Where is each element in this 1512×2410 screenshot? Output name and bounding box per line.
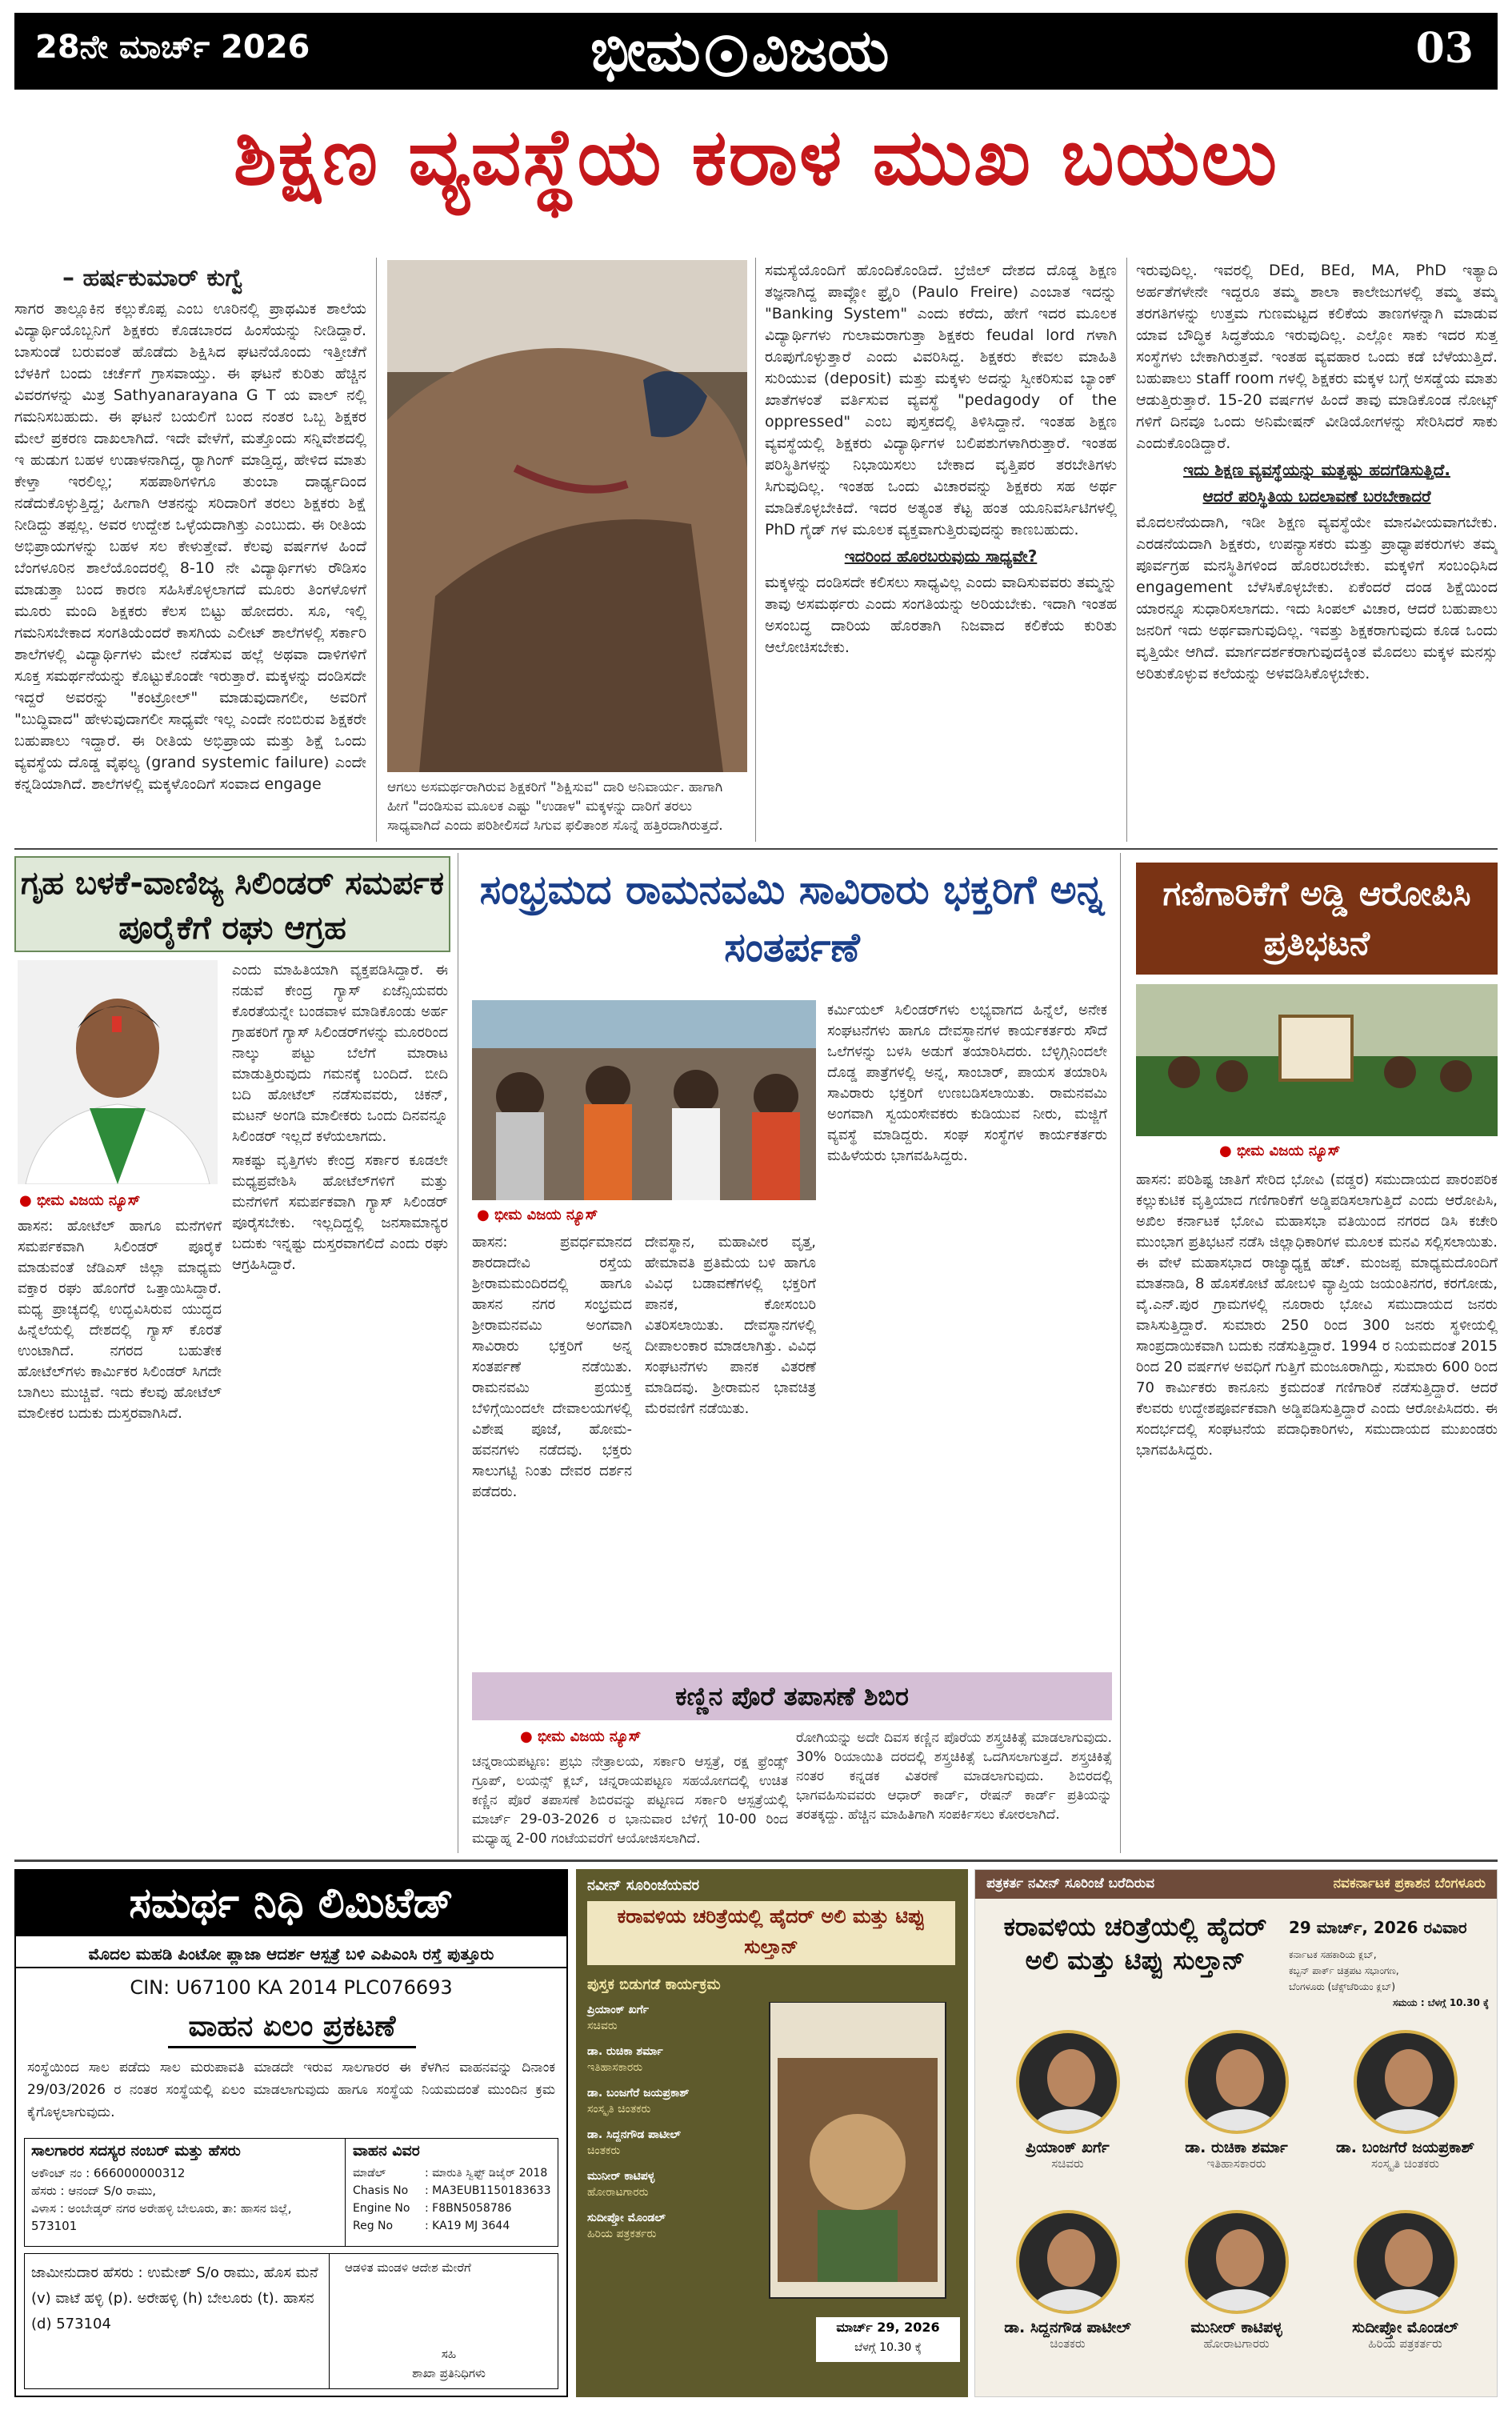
branch-reps: ಶಾಖಾ ಪ್ರತಿನಿಧಿಗಳು	[412, 2366, 486, 2380]
speaker-role: ಸಂಸ್ಕೃತಿ ಚಿಂತಕರು	[1371, 2156, 1439, 2171]
lead-column-3	[765, 260, 1117, 840]
book-event-ad	[974, 1869, 1498, 2397]
book-ad	[576, 1869, 968, 2397]
borrower-address: ವಿಳಾಸ : ಅಂಬೇಡ್ಕರ್ ನಗರ ಅರೇಹಳ್ಳಿ ಬೇಲೂರು, ತಾ: ಹಾಸನ ಜಿಲ್ಲೆ, 573101	[31, 2201, 292, 2233]
auction-ad	[14, 1869, 568, 2397]
page-number: 03	[1415, 24, 1474, 73]
book-date-box	[816, 2317, 960, 2362]
event-time: ಸಮಯ : ಬೆಳಗ್ಗೆ 10.30 ಕ್ಕೆ	[1393, 1997, 1489, 2008]
event-venue-2: ಕಬ್ಬನ್ ಪಾರ್ಕ್ ಚಿತ್ರಪಟ ಸಭಾಂಗಣ,	[1289, 1965, 1399, 1976]
book-speaker	[587, 2002, 755, 2034]
cylinder-body-2: ಹಾಸನ: ಹೋಟೆಲ್ ಹಾಗೂ ಮನೆಗಳಿಗೆ ಸಮರ್ಪಕವಾಗಿ ಸಿಲಿಂಡರ್ ಪೂರೈಕೆ ಮಾಡುವಂತೆ ಜೆಡಿಎಸ್ ಜಿಲ್ಲಾ ಮಾಧ್ಯಮ ವಕ್ತಾರ ರಘು ಹೊಂಗೆರೆ ಒತ್ತಾಯಿಸಿದ್ದಾರೆ. ಮಧ್ಯ ಪ್ರಾಚ್ಯದಲ್ಲಿ ಉದ್ಭವಿಸಿರುವ ಯುದ್ಧದ ಹಿನ್ನೆಲೆಯಲ್ಲಿ ದೇಶದಲ್ಲಿ ಗ್ಯಾಸ್ ಕೊರತೆ ಉಂಟಾಗಿದೆ. ನಗರದ ಬಹುತೇಕ ಹೋಟೆಲ್‌ಗಳು ಕಾರ್ಮಿಕರ ಸಿಲಿಂಡರ್ ಸಿಗದೇ ಬಾಗಿಲು ಮುಚ್ಚಿವೆ. ಇದು ಕೆಲವು ಹೋಟೆಲ್ ಮಾಲೀಕರ ಬದುಕು ದುಸ್ತರವಾಗಿಸಿದೆ.	[18, 1218, 222, 1422]
book-speaker-name: ಡಾ. ಸಿದ್ದನಗೌಡ ಪಾಟೀಲ್	[587, 2128, 681, 2141]
speaker-role: ಹಿರಿಯ ಪತ್ರಕರ್ತರು	[1368, 2336, 1442, 2351]
vehicle-rows	[353, 2164, 556, 2235]
speaker-role: ಇತಿಹಾಸಕಾರರು	[1206, 2156, 1266, 2171]
speaker-name: ಡಾ. ಸಿದ್ದನಗೌಡ ಪಾಟೀಲ್	[1004, 2319, 1131, 2336]
book-author: ನವೀನ್ ಸೂರಿಂಜೆಯವರ	[587, 1877, 700, 1894]
speaker-avatar	[1016, 2210, 1120, 2314]
cylinder-body-3: ಸಾಕಷ್ಟು ವೃತ್ತಿಗಳು ಕೇಂದ್ರ ಸರ್ಕಾರ ಕೂಡಲೇ ಮಧ್ಯಪ್ರವೇಶಿಸಿ ಹೋಟೆಲ್‌ಗಳಿಗೆ ಮತ್ತು ಮನೆಗಳಿಗೆ ಸಮರ್ಪಕವಾಗಿ ಗ್ಯಾಸ್ ಸಿಲಿಂಡರ್ ಪೂರೈಸಬೇಕು. ಇಲ್ಲದಿದ್ದಲ್ಲಿ ಜನಸಾಮಾನ್ಯರ ಬದುಕು ಇನ್ನಷ್ಟು ದುಸ್ತರವಾಗಲಿದೆ ಎಂದು ರಘು ಆಗ್ರಹಿಸಿದ್ದಾರೆ.	[232, 1152, 448, 1273]
auction-notice: ಸಂಸ್ಥೆಯಿಂದ ಸಾಲ ಪಡೆದು ಸಾಲ ಮರುಪಾವತಿ ಮಾಡದೇ ಇರುವ ಸಾಲಗಾರರ ಈ ಕೆಳಗಿನ ವಾಹನವನ್ನು ದಿನಾಂಕ 29/03/2026 ರ ನಂತರ ಸಂಸ್ಥೆಯಲ್ಲಿ ಏಲಂ ಮಾಡಲಾಗುವುದು ಹಾಗೂ ಸಂಸ್ಥೆಯ ನಿಯಮದಂತೆ ಮುಂದಿನ ಕ್ರಮ ಕೈಗೊಳ್ಳಲಾಗುವುದು.	[27, 2060, 555, 2120]
speaker-avatar	[1185, 2030, 1289, 2134]
vehicle-row	[353, 2217, 556, 2235]
book-speaker	[587, 2085, 755, 2117]
cylinder-tag: ● ಭೀಮ ವಿಜಯ ನ್ಯೂಸ್	[19, 1192, 219, 1209]
vehicle-value: : MA3EUB1150183633	[425, 2184, 551, 2197]
newspaper-logo	[590, 16, 890, 86]
auction-title: ವಾಹನ ಏಲಂ ಪ್ರಕಟಣೆ	[168, 2007, 416, 2048]
vehicle-key: Engine No	[353, 2202, 410, 2215]
book-speaker	[587, 2044, 755, 2076]
lead-col4b-text: ಮೊದಲನೆಯದಾಗಿ, ಇಡೀ ಶಿಕ್ಷಣ ವ್ಯವಸ್ಥೆಯೇ ಮಾನವೀಯವಾಗಬೇಕು. ಎರಡನೆಯದಾಗಿ ಶಿಕ್ಷಕರು, ಉಪನ್ಯಾಸಕರು ಮತ್ತು ಪ್ರಾಧ್ಯಾಪಕರುಗಳು ತಮ್ಮ ಪೂರ್ವಗ್ರಹ ಮನಸ್ಥಿತಿಗಳಿಂದ ಹೊರಬರಬೇಕು. ಮಕ್ಕಳಿಗೆ ಸಂಬಂಧಿಸಿದ engagement ಬೆಳೆಸಿಕೊಳ್ಳಬೇಕು. ಏಕೆಂದರೆ ದಂಡ ಶಿಕ್ಷೆಯಿಂದ ಯಾರನ್ನೂ ಸುಧಾರಿಸಲಾಗದು. ಇದು ಸಿಂಪಲ್ ವಿಚಾರ, ಆದರೆ ಬಹುಪಾಲು ಜನರಿಗೆ ಇದು ಅರ್ಥವಾಗುವುದಿಲ್ಲ. ಇವತ್ತು ಶಿಕ್ಷಕರಾಗುವುದು ಕೂಡ ಒಂದು ವೃತ್ತಿಯೇ ಆಗಿದೆ. ಮಾರ್ಗದರ್ಶಕರಾಗುವುದಕ್ಕಿಂತ ಮೊದಲು ಮಕ್ಕಳ ಮನಸ್ಸು ಅರಿತುಕೊಳ್ಳುವ ಕಲೆಯನ್ನು ಅಳವಡಿಸಿಕೊಳ್ಳಬೇಕು.	[1136, 514, 1498, 683]
issue-date: 28ನೇ ಮಾರ್ಚ್ 2026	[35, 29, 310, 66]
speaker-avatar	[1354, 2030, 1458, 2134]
speaker-card	[983, 2030, 1152, 2210]
ramanavami-headline: ಸಂಭ್ರಮದ ರಾಮನವಮಿ ಸಾವಿರಾರು ಭಕ್ತರಿಗೆ ಅನ್ನ ಸಂತರ್ಪಣೆ	[479, 867, 1105, 971]
lead-subhead-2: ಇದು ಶಿಕ್ಷಣ ವ್ಯವಸ್ಥೆಯನ್ನು ಮತ್ತಷ್ಟು ಹದಗೆಡಿಸುತ್ತಿದೆ.	[1183, 460, 1450, 479]
logo-left: ಭೀಮ	[590, 16, 701, 84]
vehicle-key: ಮಾಡೆಲ್	[353, 2167, 386, 2180]
speaker-card	[983, 2210, 1152, 2390]
speaker-name: ಡಾ. ಬಂಜಗೆರೆ ಜಯಪ್ರಕಾಶ್	[1335, 2139, 1475, 2156]
section-divider	[14, 848, 1498, 850]
speaker-card	[1321, 2030, 1490, 2210]
speaker-name: ಪ್ರಿಯಾಂಕ್ ಖರ್ಗೆ	[1026, 2139, 1110, 2156]
logo-right: ವಿಜಯ	[751, 16, 890, 84]
table-divider	[345, 2139, 346, 2246]
column-divider	[1120, 853, 1121, 1853]
section-divider	[14, 1860, 1498, 1862]
speaker-name: ಮುನೀರ್ ಕಾಟಿಪಳ್ಳ	[1190, 2319, 1282, 2336]
book-speaker-name: ಪ್ರಿಯಾಂಕ್ ಖರ್ಗೆ	[587, 2004, 650, 2016]
ramanavami-col-3	[827, 1000, 1107, 1664]
speaker-name: ಡಾ. ರುಚಿಕಾ ಶರ್ಮಾ	[1185, 2139, 1288, 2156]
speaker-avatar	[1354, 2210, 1458, 2314]
event-header-right: ನವಕರ್ನಾಟಕ ಪ್ರಕಾಶನ ಬೆಂಗಳೂರು	[1333, 1876, 1486, 1892]
speaker-role: ಸಚಿವರು	[1051, 2156, 1084, 2171]
cylinder-body-1: ಎಂದು ಮಾಹಿತಿಯಾಗಿ ವ್ಯಕ್ತಪಡಿಸಿದ್ದಾರೆ. ಈ ನಡುವೆ ಕೇಂದ್ರ ಗ್ಯಾಸ್ ಏಜೆನ್ಸಿಯವರು ಕೊರತೆಯನ್ನೇ ಬಂಡವಾಳ ಮಾಡಿಕೊಂಡು ಅರ್ಹ ಗ್ರಾಹಕರಿಗೆ ಗ್ಯಾಸ್ ಸಿಲಿಂಡರ್‌ಗಳನ್ನು ಮೂರರಿಂದ ನಾಲ್ಕು ಪಟ್ಟು ಬೆಲೆಗೆ ಮಾರಾಟ ಮಾಡುತ್ತಿರುವುದು ಗಮನಕ್ಕೆ ಬಂದಿದೆ. ಬೀದಿ ಬದಿ ಹೋಟೆಲ್ ನಡೆಸುವವರು, ಚಿಕನ್, ಮಟನ್ ಅಂಗಡಿ ಮಾಲೀಕರು ಒಂದು ದಿನವನ್ನೂ ಸಿಲಿಂಡರ್ ಇಲ್ಲದೆ ಕಳೆಯಲಾಗದು.	[232, 962, 448, 1145]
vehicle-row	[353, 2182, 556, 2200]
ramanavami-body-left: ಹಾಸನ: ಪ್ರವರ್ಧಮಾನದ ಶಾರದಾದೇವಿ ರಸ್ತೆಯ ಶ್ರೀರಾಮಮಂದಿರದಲ್ಲಿ ಹಾಗೂ ಹಾಸನ ನಗರ ಸಂಭ್ರಮದ ಶ್ರೀರಾಮನವಮಿ ಅಂಗವಾಗಿ ಸಾವಿರಾರು ಭಕ್ತರಿಗೆ ಅನ್ನ ಸಂತರ್ಪಣೆ ನಡೆಯಿತು. ರಾಮನವಮಿ ಪ್ರಯುಕ್ತ ಬೆಳಿಗ್ಗೆಯಿಂದಲೇ ದೇವಾಲಯಗಳಲ್ಲಿ ವಿಶೇಷ ಪೂಜೆ, ಹೋಮ-ಹವನಗಳು ನಡೆದವು. ಭಕ್ತರು ಸಾಲುಗಟ್ಟಿ ನಿಂತು ದೇವರ ದರ್ಶನ ಪಡೆದರು.	[472, 1234, 632, 1500]
borrower-account: ಅಕೌಂಟ್ ನಂ : 666000000312	[31, 2166, 186, 2180]
speaker-card	[1321, 2210, 1490, 2390]
ramanavami-tag: ● ಭೀಮ ವಿಜಯ ನ್ಯೂಸ್	[477, 1207, 813, 1223]
book-speaker-name: ಡಾ. ರುಚಿಕಾ ಶರ್ಮಾ	[587, 2045, 663, 2058]
lead-photo	[387, 260, 747, 772]
lead-col3-text: ಸಮಸ್ಯೆಯೊಂದಿಗೆ ಹೊಂದಿಕೊಂಡಿದೆ. ಬ್ರೆಜಿಲ್ ದೇಶದ ದೊಡ್ಡ ಶಿಕ್ಷಣ ತಜ್ಞನಾಗಿದ್ದ ಪಾವ್ಲೋ ಫ್ರೈರಿ (Paulo Freire) ಎಂಬಾತ ಇದನ್ನು "Banking System" ಎಂದು ಕರೆದು, ಹೇಗೆ ಇದರ ಮೂಲಕ ವಿದ್ಯಾರ್ಥಿಗಳು ಗುಲಾಮರಾಗುತ್ತಾ ಶಿಕ್ಷಕರು feudal lord ಗಳಾಗಿ ರೂಪುಗೊಳ್ಳುತ್ತಾರೆ ಎಂದು ವಿವರಿಸಿದ್ದ. ಶಿಕ್ಷಕರು ಕೇವಲ ಮಾಹಿತಿ ಸುರಿಯುವ (deposit) ಮತ್ತು ಮಕ್ಕಳು ಅದನ್ನು ಸ್ವೀಕರಿಸುವ ಬ್ಯಾಂಕ್ ಖಾತೆಗಳಂತೆ ವರ್ತಿಸುವ ವ್ಯವಸ್ಥೆ "pedagody of the oppressed" ಎಂಬ ಪುಸ್ತಕದಲ್ಲಿ ತಿಳಿಸಿದ್ದಾನೆ. ಇಂತಹ ಶಿಕ್ಷಣ ವ್ಯವಸ್ಥೆಯಲ್ಲಿ ಶಿಕ್ಷಕರು ವಿದ್ಯಾರ್ಥಿಗಳ ಬಲಿಪಶುಗಳಾಗಿರುತ್ತಾರೆ. ಇಂತಹ ಪರಿಸ್ಥಿತಿಗಳನ್ನು ನಿಭಾಯಿಸಲು ಬೇಕಾದ ವೃತ್ತಿಪರ ತರಬೇತಿಗಳು ಸಿಗುವುದಿಲ್ಲ. ಇಂತಹ ಒಂದು ವಿಚಾರವನ್ನು ಶಿಕ್ಷಕರು ಸಹ ಅರ್ಥ ಮಾಡಿಕೊಳ್ಳಬೇಕಿದೆ. ಇದರ ಅತ್ಯಂತ ಕೆಟ್ಟ ಹಂತ ಯೂನಿವರ್ಸಿಟಿಗಳಲ್ಲಿ PhD ಗೈಡ್ ಗಳ ಮೂಲಕ ವ್ಯಕ್ತವಾಗುತ್ತಿರುವುದನ್ನು ಕಾಣಬಹುದು.	[765, 262, 1117, 538]
book-speaker	[587, 2168, 755, 2200]
book-speaker-name: ಡಾ. ಬಂಜಗೆರೆ ಜಯಪ್ರಕಾಶ್	[587, 2087, 690, 2100]
raghu-portrait	[18, 960, 218, 1184]
eye-camp-tag: ● ಭೀಮ ವಿಜಯ ನ್ಯೂಸ್	[520, 1728, 760, 1745]
book-speaker-role: ಸಚಿವರು	[587, 2020, 618, 2032]
speaker-card	[1152, 2210, 1321, 2390]
eye-camp-body-right: ರೋಗಿಯನ್ನು ಅದೇ ದಿವಸ ಕಣ್ಣಿನ ಪೊರೆಯ ಶಸ್ತ್ರಚಿಕಿತ್ಸೆ ಮಾಡಲಾಗುವುದು. 30% ರಿಯಾಯಿತಿ ದರದಲ್ಲಿ ಶಸ್ತ್ರಚಿಕಿತ್ಸೆ ಒದಗಿಸಲಾಗುತ್ತದೆ. ಶಸ್ತ್ರಚಿಕಿತ್ಸೆ ನಂತರ ಕನ್ನಡಕ ವಿತರಣೆ ಮಾಡಲಾಗುವುದು. ಶಿಬಿರದಲ್ಲಿ ಭಾಗವಹಿಸುವವರು ಆಧಾರ್ ಕಾರ್ಡ್, ರೇಷನ್ ಕಾರ್ಡ್ ಪ್ರತಿಯನ್ನು ತರತಕ್ಕದ್ದು. ಹೆಚ್ಚಿನ ಮಾಹಿತಿಗಾಗಿ ಸಂಪರ್ಕಿಸಲು ಕೋರಲಾಗಿದೆ.	[796, 1730, 1112, 1823]
lead-col1-text: ಸಾಗರ ತಾಲ್ಲೂಕಿನ ಕಲ್ಲುಕೊಪ್ಪ ಎಂಬ ಊರಿನಲ್ಲಿ ಪ್ರಾಥಮಿಕ ಶಾಲೆಯ ವಿದ್ಯಾರ್ಥಿಯೊಬ್ಬನಿಗೆ ಶಿಕ್ಷಕರು ಕೊಡಬಾರದ ಹಿಂಸೆಯನ್ನು ನೀಡಿದ್ದಾರೆ. ಬಾಸುಂಡೆ ಬರುವಂತೆ ಹೊಡೆದು ಶಿಕ್ಷಿಸಿದ ಘಟನೆಯೊಂದು ಇತ್ತೀಚೆಗೆ ಬೆಳಕಿಗೆ ಬಂದು ಚರ್ಚೆಗೆ ಗ್ರಾಸವಾಯ್ತು. ಈ ಘಟನೆ ಕುರಿತು ಹೆಚ್ಚಿನ ವಿವರಗಳನ್ನು ಮಿತ್ರ Sathyanarayana G T ಯ ವಾಲ್ ನಲ್ಲಿ ಗಮನಿಸಬಹುದು. ಈ ಘಟನೆ ಬಯಲಿಗೆ ಬಂದ ನಂತರ ಒಬ್ಬ ಶಿಕ್ಷಕರ ಮೇಲೆ ಪ್ರಕರಣ ದಾಖಲಾಗಿದೆ. ಇದೇ ವೇಳೆಗೆ, ಮತ್ತೊಂದು ಸನ್ನಿವೇಶದಲ್ಲಿ ಇ ಹುಡುಗ ಬಹಳ ಉಡಾಳನಾಗಿದ್ದ, ರ‍್ಯಾಗಿಂಗ್ ಮಾಡ್ತಿದ್ದ, ಹೇಳಿದ ಮಾತು ಕೇಳ್ತಾ ಇರಲಿಲ್ಲ; ಸಹಪಾಠಿಗಳಿಗೂ ತುಂಬಾ ದಾರ್ಢ್ಯದಿಂದ ನಡೆದುಕೊಳ್ಳುತ್ತಿದ್ದ; ಹೀಗಾಗಿ ಆತನನ್ನು ಸರಿದಾರಿಗೆ ತರಲು ಶಿಕ್ಷಕರು ಶಿಕ್ಷೆ ನೀಡಿದ್ದು ತಪ್ಪಲ್ಲ. ಅವರ ಉದ್ದೇಶ ಒಳ್ಳೆಯದಾಗಿತ್ತು ಎಂಬುದು. ಈ ರೀತಿಯ ಅಭಿಪ್ರಾಯಗಳನ್ನು ಬಹಳ ಸಲ ಕೇಳುತ್ತೇವೆ. ಕೆಲವು ವರ್ಷಗಳ ಹಿಂದೆ ಬೆಂಗಳೂರಿನ ಶಾಲೆಯೊಂದರಲ್ಲಿ 8-10 ನೇ ವಿದ್ಯಾರ್ಥಿಗಳು ರೌಡಿಸಂ ಮಾಡುತ್ತಾ ಬಂದ ಕಾರಣ ಸಹಿಸಿಕೊಳ್ಳಲಾಗದೆ ಮೂರು ತಿಂಗಳೊಳಗೆ ಮೂರು ಮಂದಿ ಶಿಕ್ಷಕರು ಕೆಲಸ ಬಿಟ್ಟು ಹೋದರು. ಸೂ, ಇಲ್ಲಿ ಗಮನಿಸಬೇಕಾದ ಸಂಗತಿಯೆಂದರೆ ಕಾಸಗಿಯ ಎಲೀಟ್ ಶಾಲೆಗಳಲ್ಲಿ ಸರ್ಕಾರಿ ಶಾಲೆಗಳಲ್ಲಿ ವಿದ್ಯಾರ್ಥಿಗಳು ಮೇಲೆ ನಡೆಸುವ ಹಲ್ಲೆ ಅಥವಾ ದಾಳಿಗಳಿಗೆ ಸೂಕ್ತ ಸಮರ್ಥನೆಯನ್ನು ಕೊಟ್ಟುಕೊಂಡೇ ಇರುತ್ತಾರೆ. ಮಕ್ಕಳನ್ನು ದಂಡಿಸದೇ ಇದ್ದರೆ ಅವರನ್ನು "ಕಂಟ್ರೋಲ್" ಮಾಡುವುದಾಗಲೀ, ಅವರಿಗೆ "ಬುದ್ಧಿವಾದ" ಹೇಳುವುದಾಗಲೀ ಸಾಧ್ಯವೇ ಇಲ್ಲ ಎಂದೇ ನಂಬಿರುವ ಶಿಕ್ಷಕರೇ ಬಹುಪಾಲು ಇದ್ದಾರೆ. ಈ ರೀತಿಯ ಅಭಿಪ್ರಾಯ ಮತ್ತು ಶಿಕ್ಷೆ ಒಂದು ವ್ಯವಸ್ಥೆಯ ದೊಡ್ಡ ವೈಫಲ್ಯ (grand systemic failure) ಎಂದೇ ಕನ್ನಡಿಯಾಗಿದೆ. ಶಾಲೆಗಳಲ್ಲಿ ಮಕ್ಕಳೊಂದಿಗೆ ಸಂವಾದ engage	[14, 300, 366, 793]
book-cover	[762, 2002, 954, 2306]
cylinder-col-2	[232, 960, 448, 1848]
auction-cin: CIN: U67100 KA 2014 PLC076693	[130, 1976, 453, 1999]
column-divider	[376, 258, 377, 842]
vehicle-key: Chasis No	[353, 2184, 409, 2197]
book-speaker-role: ಸಂಸ್ಕೃತಿ ಚಿಂತಕರು	[587, 2103, 651, 2116]
masthead	[14, 13, 1498, 90]
ramanavami-photo	[472, 1000, 816, 1200]
book-speaker-list	[587, 2002, 755, 2252]
protest-column	[1136, 1170, 1498, 1854]
ramanavami-body-right: ಕರ್ಮಿಯಲ್ ಸಿಲಿಂಡರ್‌ಗಳು ಲಭ್ಯವಾಗದ ಹಿನ್ನೆಲೆ, ಅನೇಕ ಸಂಘಟನೆಗಳು ಹಾಗೂ ದೇವಸ್ಥಾನಗಳ ಕಾರ್ಯಕರ್ತರು ಸೌದೆ ಒಲೆಗಳನ್ನು ಬಳಸಿ ಅಡುಗೆ ತಯಾರಿಸಿದರು. ಬೆಳ್ಳಿಗ್ಗಿನಿಂದಲೇ ದೊಡ್ಡ ಪಾತ್ರೆಗಳಲ್ಲಿ ಅನ್ನ, ಸಾಂಬಾರ್, ಪಾಯಸ ತಯಾರಿಸಿ ಸಾವಿರಾರು ಭಕ್ತರಿಗೆ ಉಣಬಡಿಸಲಾಯಿತು. ರಾಮನವಮಿ ಅಂಗವಾಗಿ ಸ್ವಯಂಸೇವಕರು ಕುಡಿಯುವ ನೀರು, ಮಜ್ಜಿಗೆ ವ್ಯವಸ್ಥೆ ಮಾಡಿದ್ದರು. ಸಂಘ ಸಂಸ್ಥೆಗಳ ಕಾರ್ಯಕರ್ತರು ಮಹಿಳೆಯರು ಭಾಗವಹಿಸಿದ್ದರು.	[827, 1002, 1107, 1164]
speaker-avatar	[1185, 2210, 1289, 2314]
book-title: ಕರಾವಳಿಯ ಚರಿತ್ರೆಯಲ್ಲಿ ಹೈದರ್ ಅಲಿ ಮತ್ತು ಟಿಪ್ಪು ಸುಲ್ತಾನ್	[587, 1901, 955, 1965]
speaker-name: ಸುದೀಪ್ತೋ ಮೊಂಡಲ್	[1352, 2319, 1458, 2336]
signature-line: ಆಡಳಿತ ಮಂಡಳಿ ಆದೇಶ ಮೇರೆಗೆ	[345, 2260, 471, 2275]
protest-photo	[1136, 984, 1498, 1136]
signature: ಸಹಿ	[441, 2347, 457, 2361]
speaker-role: ಚಿಂತಕರು	[1050, 2336, 1086, 2351]
borrower-head: ಸಾಲಗಾರರ ಸದಸ್ಯರ ನಂಬರ್ ಮತ್ತು ಹೆಸರು	[31, 2142, 241, 2160]
vehicle-row	[353, 2164, 556, 2182]
book-program: ಪುಸ್ತಕ ಬಿಡುಗಡೆ ಕಾರ್ಯಕ್ರಮ	[587, 1976, 721, 1993]
book-speaker	[587, 2210, 755, 2242]
event-venue-3: ಬೆಂಗಳೂರು (ಚೆಕ್ಸ್‌ಚೆರಿಯಂ ಕ್ಲಬ್)	[1289, 1981, 1396, 1992]
cylinder-headline: ಗೃಹ ಬಳಕೆ-ವಾಣಿಜ್ಯ ಸಿಲಿಂಡರ್ ಸಮರ್ಪಕ ಪೂರೈಕೆಗೆ ರಘು ಆಗ್ರಹ	[14, 856, 450, 952]
book-speaker-name: ಸುದೀಪ್ತೋ ಮೊಂಡಲ್	[587, 2212, 666, 2224]
eye-camp-col-1	[472, 1752, 788, 1852]
speaker-grid	[983, 2030, 1490, 2390]
ramanavami-col-1	[472, 1232, 632, 1664]
speaker-avatar	[1016, 2030, 1120, 2134]
vehicle-row	[353, 2200, 556, 2217]
ramanavami-body-mid: ದೇವಸ್ಥಾನ, ಮಹಾವೀರ ವೃತ್ತ, ಹೇಮಾವತಿ ಪ್ರತಿಮೆಯ ಬಳಿ ಹಾಗೂ ವಿವಿಧ ಬಡಾವಣೆಗಳಲ್ಲಿ ಭಕ್ತರಿಗೆ ಪಾನಕ, ಕೋಸಂಬರಿ ವಿತರಿಸಲಾಯಿತು. ದೇವಸ್ಥಾನಗಳಲ್ಲಿ ದೀಪಾಲಂಕಾರ ಮಾಡಲಾಗಿತ್ತು. ವಿವಿಧ ಸಂಘಟನೆಗಳು ಪಾನಕ ವಿತರಣೆ ಮಾಡಿದವು. ಶ್ರೀರಾಮನ ಭಾವಚಿತ್ರ ಮೆರವಣಿಗೆ ನಡೆಯಿತು.	[645, 1234, 816, 1417]
book-time: ಬೆಳಗ್ಗೆ 10.30 ಕ್ಕೆ	[854, 2341, 922, 2354]
vehicle-value: : ಮಾರುತಿ ಸ್ವಿಫ್ಟ್ ಡಿಜೈರ್ 2018	[425, 2167, 548, 2180]
chakra-icon	[706, 35, 747, 77]
event-date: 29 ಮಾರ್ಚ್, 2026 ರವಿವಾರ	[1289, 1918, 1467, 1937]
event-header-bar	[975, 1870, 1497, 1899]
lead-headline: ಶಿಕ್ಷಣ ವ್ಯವಸ್ಥೆಯ ಕರಾಳ ಮುಖ ಬಯಲು	[233, 112, 1279, 203]
column-divider	[755, 258, 756, 842]
auction-address: ಮೊದಲ ಮಹಡಿ ಪಿಂಟೋ ಪ್ಲಾಜಾ ಆದರ್ಶ ಆಸ್ಪತ್ರೆ ಬಳಿ ಎಪಿಎಂಸಿ ರಸ್ತೆ ಪುತ್ತೂರು	[16, 1940, 566, 1968]
speaker-role: ಹೋರಾಟಗಾರರು	[1203, 2336, 1270, 2351]
table-divider	[329, 2254, 330, 2388]
book-speaker-role: ಹಿರಿಯ ಪತ್ರಕರ್ತರು	[587, 2228, 657, 2240]
book-speaker-role: ಹೋರಾಟಗಾರರು	[587, 2186, 649, 2199]
lead-col4-text: ಇರುವುದಿಲ್ಲ. ಇವರಲ್ಲಿ DEd, BEd, MA, PhD ಇತ್ಯಾದಿ ಅರ್ಹತೆಗಳೇನೇ ಇದ್ದರೂ ತಮ್ಮ ಶಾಲಾ ಕಾಲೇಜುಗಳಲ್ಲಿ ತಮ್ಮ ತಮ್ಮ ತರಗತಿಗಳನ್ನು ಉತ್ತಮ ಗುಣಮಟ್ಟದ ಕಲಿಕೆಯ ತಾಣಗಳನ್ನಾಗಿ ಮಾಡುವ ಯಾವ ಬೌದ್ಧಿಕ ಸಿದ್ಧತೆಯೂ ಇರುವುದಿಲ್ಲ. ಎಲ್ಲೋ ಸಾಕು ಇದರ ಸುತ್ತ ಸಂಸ್ಥೆಗಳು ಬೇಕಾಗಿರುತ್ತವೆ. ಇಂತಹ ವ್ಯವಹಾರ ಒಂದು ಕಡೆ ಬೆಳೆಯುತ್ತಿದೆ. ಬಹುಪಾಲು staff room ಗಳಲ್ಲಿ ಶಿಕ್ಷಕರು ಮಕ್ಕಳ ಬಗ್ಗೆ ಅಸಡ್ಡೆಯ ಮಾತು ಆಡುತ್ತಿರುತ್ತಾರೆ. 15-20 ವರ್ಷಗಳ ಹಿಂದೆ ತಾವು ಮಾಡಿಕೊಂಡ ನೋಟ್ಸ್ ಗಳಿಗೆ ದಿನವೂ ಒಂದು ಅನಿಮೇಷನ್ ವೀಡಿಯೋಗಳನ್ನು ಸೇರಿಸಿದರೆ ಸಾಕು ಎಂದುಕೊಂಡಿದ್ದಾರೆ.	[1136, 262, 1498, 452]
book-speaker	[587, 2127, 755, 2159]
auction-company: ಸಮರ್ಥ ನಿಧಿ ಲಿಮಿಟೆಡ್	[16, 1871, 566, 1936]
book-speaker-role: ಚಿಂತಕರು	[587, 2144, 621, 2157]
protest-tag: ● ಭೀಮ ವಿಜಯ ನ್ಯೂಸ್	[1219, 1143, 1491, 1159]
lead-column-1	[14, 264, 366, 840]
event-title: ಕರಾವಳಿಯ ಚರಿತ್ರೆಯಲ್ಲಿ ಹೈದರ್ ಅಲಿ ಮತ್ತು ಟಿಪ್ಪು ಸುಲ್ತಾನ್	[1003, 1912, 1267, 1976]
vehicle-head: ವಾಹನ ವಿವರ	[353, 2142, 420, 2160]
event-venue	[1289, 1947, 1489, 2011]
lead-subhead-3: ಆದರೆ ಪರಿಸ್ಥಿತಿಯ ಬದಲಾವಣೆ ಬರಬೇಕಾದರೆ	[1202, 486, 1431, 506]
event-venue-1: ಕರ್ನಾಟಕ ಸಹಕಾರಿಯ ಕ್ಲಬ್,	[1289, 1949, 1377, 1960]
lead-photo-caption: ಆಗಲು ಅಸಮರ್ಥರಾಗಿರುವ ಶಿಕ್ಷಕರಿಗೆ "ಶಿಕ್ಷಿಸುವ" ದಾರಿ ಅನಿವಾರ್ಯ. ಹಾಗಾಗಿ ಹೀಗೆ "ದಂಡಿಸುವ ಮೂಲಕ ಎಷ್ಟು "ಉಡಾಳ" ಮಕ್ಕಳನ್ನು ದಾರಿಗೆ ತರಲು ಸಾಧ್ಯವಾಗಿದೆ ಎಂದು ಪರಿಶೀಲಿಸದೆ ಸಿಗುವ ಫಲಿತಾಂಶ ಸೊನ್ನೆ ಹತ್ತಿರದಾಗಿರುತ್ತದೆ.	[387, 779, 723, 834]
vehicle-value: : F8BN5058786	[425, 2202, 512, 2215]
vehicle-key: Reg No	[353, 2220, 394, 2232]
guarantor-box	[24, 2253, 558, 2389]
byline: – ಹರ್ಷಕುಮಾರ್ ಕುಗ್ವೆ	[62, 264, 244, 292]
protest-headline: ಗಣಿಗಾರಿಕೆಗೆ ಅಡ್ಡಿ ಆರೋಪಿಸಿ ಪ್ರತಿಭಟನೆ	[1136, 863, 1498, 975]
book-speaker-role: ಇತಿಹಾಸಕಾರರು	[587, 2061, 643, 2074]
eye-camp-col-2	[796, 1728, 1112, 1852]
column-divider	[1126, 258, 1127, 842]
cylinder-col-1	[18, 1216, 222, 1848]
speaker-card	[1152, 2030, 1321, 2210]
book-date: ಮಾರ್ಚ್ 29, 2026	[836, 2320, 940, 2335]
guarantor: ಜಾಮೀನುದಾರ ಹೆಸರು : ಉಮೇಶ್ S/o ರಾಮು, ಹೊಸ ಮನೆ (v) ವಾಟೆ ಹಳ್ಳಿ (p). ಅರೇಹಳ್ಳಿ (h) ಬೇಲೂರು (t). ಹಾಸನ (d) 573104	[31, 2264, 318, 2332]
auction-table	[24, 2138, 558, 2247]
lead-column-4	[1136, 260, 1498, 840]
lead-subhead-1: ಇದರಿಂದ ಹೊರಬರುವುದು ಸಾಧ್ಯವೇ?	[844, 546, 1038, 566]
ramanavami-col-2	[645, 1232, 816, 1664]
event-header-left: ಪತ್ರಕರ್ತ ನವೀನ್ ಸೂರಿಂಜೆ ಬರೆದಿರುವ	[986, 1876, 1155, 1892]
eye-camp-body-left: ಚನ್ನರಾಯಪಟ್ಟಣ: ಪ್ರಭು ನೇತ್ರಾಲಯ, ಸರ್ಕಾರಿ ಆಸ್ಪತ್ರೆ, ರಕ್ಷ ಫ್ರೆಂಡ್ಸ್ ಗ್ರೂಪ್, ಲಯನ್ಸ್ ಕ್ಲಬ್, ಚನ್ನರಾಯಪಟ್ಟಣ ಸಹಯೋಗದಲ್ಲಿ ಉಚಿತ ಕಣ್ಣಿನ ಪೊರೆ ತಪಾಸಣೆ ಶಿಬಿರವನ್ನು ಪಟ್ಟಣದ ಸರ್ಕಾರಿ ಆಸ್ಪತ್ರೆಯಲ್ಲಿ ಮಾರ್ಚ್ 29-03-2026 ರ ಭಾನುವಾರ ಬೆಳಿಗ್ಗೆ 10-00 ರಿಂದ ಮಧ್ಯಾಹ್ನ 2-00 ಗಂಟೆಯವರೆಗೆ ಆಯೋಜಿಸಲಾಗಿದೆ.	[472, 1754, 788, 1847]
vehicle-value: : KA19 MJ 3644	[425, 2220, 510, 2232]
protest-body: ಹಾಸನ: ಪರಿಶಿಷ್ಟ ಜಾತಿಗೆ ಸೇರಿದ ಭೋವಿ (ವಡ್ಡರ) ಸಮುದಾಯದ ಪಾರಂಪರಿಕ ಕಲ್ಲುಕುಟಿಕ ವೃತ್ತಿಯಾದ ಗಣಿಗಾರಿಕೆಗೆ ಅಡ್ಡಿಪಡಿಸಲಾಗುತ್ತಿದೆ ಎಂದು ಆರೋಪಿಸಿ, ಅಖಿಲ ಕರ್ನಾಟಕ ಭೋವಿ ಮಹಾಸಭಾ ವತಿಯಿಂದ ನಗರದ ಡಿಸಿ ಕಚೇರಿ ಮುಂಭಾಗ ಪ್ರತಿಭಟನೆ ನಡೆಸಿ ಜಿಲ್ಲಾಧಿಕಾರಿಗಳ ಮೂಲಕ ಮನವಿ ಸಲ್ಲಿಸಲಾಯಿತು. ಈ ವೇಳೆ ಮಹಾಸಭಾದ ರಾಜ್ಯಾಧ್ಯಕ್ಷ ಹೆಚ್. ಮಂಜಪ್ಪ ಮಾಧ್ಯಮದೊಂದಿಗೆ ಮಾತನಾಡಿ, 8 ಹೊಸಕೋಟೆ ಹೋಬಳಿ ವ್ಯಾಪ್ತಿಯ ಜಯಂತಿನಗರ, ಕರಗೋಡು, ವೈ.ಎನ್.ಪುರ ಗ್ರಾಮಗಳಲ್ಲಿ ನೂರಾರು ಭೋವಿ ಸಮುದಾಯದ ಜನರು ವಾಸಿಸುತ್ತಿದ್ದಾರೆ. ಸುಮಾರು 250 ರಿಂದ 300 ಜನರು ಸ್ಥಳೀಯಲ್ಲಿ ಸಾಂಪ್ರದಾಯಿಕವಾಗಿ ಬದುಕು ನಡೆಸುತ್ತಿದ್ದಾರೆ. 1994 ರ ನಿಯಮದಂತೆ 2015 ರಿಂದ 20 ವರ್ಷಗಳ ಅವಧಿಗೆ ಗುತ್ತಿಗೆ ಮಂಜೂರಾಗಿದ್ದು, ಸುಮಾರು 600 ರಿಂದ 70 ಕಾರ್ಮಿಕರು ಕಾನೂನು ಕ್ರಮದಂತೆ ಗಣಿಗಾರಿಕೆ ನಡೆಸುತ್ತಿದ್ದಾರೆ. ಆದರೆ ಕೆಲವರು ಉದ್ದೇಶಪೂರ್ವಕವಾಗಿ ಅಡ್ಡಿಪಡಿಸುತ್ತಿದ್ದಾರೆ ಎಂದು ಆರೋಪಿಸಿದರು. ಈ ಸಂದರ್ಭದಲ್ಲಿ ಸಂಘಟನೆಯ ಪದಾಧಿಕಾರಿಗಳು, ಸಮುದಾಯದ ಮುಖಂಡರು ಭಾಗವಹಿಸಿದ್ದರು.	[1136, 1171, 1498, 1459]
eye-camp-headline: ಕಣ್ಣಿನ ಪೊರೆ ತಪಾಸಣೆ ಶಿಬಿರ	[472, 1672, 1112, 1720]
lead-col3b-text: ಮಕ್ಕಳನ್ನು ದಂಡಿಸದೇ ಕಲಿಸಲು ಸಾಧ್ಯವಿಲ್ಲ ಎಂದು ವಾದಿಸುವವರು ತಮ್ಮನ್ನು ತಾವು ಅಸಮರ್ಥರು ಎಂದು ಸಂಗತಿಯನ್ನು ಅರಿಯಬೇಕು. ಇದಾಗಿ ಇಂತಹ ಅಸಂಬದ್ಧ ದಾರಿಯ ಹೊರತಾಗಿ ನಿಜವಾದ ಕಲಿಕೆಯ ಕುರಿತು ಆಲೋಚಿಸಬೇಕು.	[765, 574, 1117, 656]
borrower-name: ಹೆಸರು : ಆನಂದ್ S/o ರಾಮು,	[31, 2184, 157, 2198]
book-speaker-name: ಮುನೀರ್ ಕಾಟಿಪಳ್ಳ	[587, 2170, 655, 2183]
